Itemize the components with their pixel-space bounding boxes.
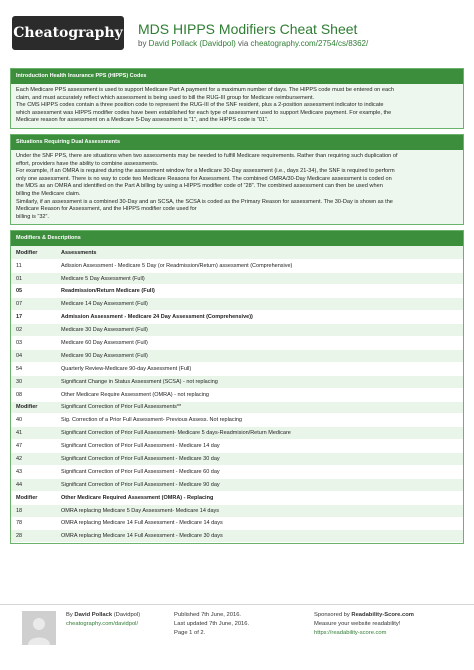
table-row bbox=[11, 337, 463, 350]
modifier-description: Medicare 90 Day Assessment (Full) bbox=[57, 349, 463, 362]
modifier-code: 07 bbox=[11, 298, 57, 311]
footer-author-handle: (Davidpol) bbox=[112, 612, 141, 618]
table-row bbox=[11, 298, 463, 311]
author-link[interactable]: David Pollack (Davidpol) bbox=[148, 39, 236, 48]
modifier-description: Medicare 30 Day Assessment (Full) bbox=[57, 324, 463, 337]
modifier-code: 11 bbox=[11, 259, 57, 272]
title-block bbox=[138, 22, 368, 48]
dual-line: Similarly, if an assessment is a combined 30-Day and an SCSA, the SCSA is coded as the Primary Reason for assessment. The 30-Day is shown as the bbox=[16, 198, 393, 205]
table-row bbox=[11, 324, 463, 337]
intro-body bbox=[11, 84, 463, 128]
modifier-code: 41 bbox=[11, 427, 57, 440]
dual-line: billing the Medicare claim. bbox=[16, 190, 81, 197]
modifier-code: 30 bbox=[11, 375, 57, 388]
sponsor-prefix: Sponsored by bbox=[314, 612, 352, 618]
page-footer bbox=[0, 604, 474, 670]
modifier-code: 78 bbox=[11, 517, 57, 530]
intro-section bbox=[10, 68, 464, 129]
table-row bbox=[11, 349, 463, 362]
modifier-code: 01 bbox=[11, 272, 57, 285]
published-date: Published 7th June, 2016. bbox=[174, 612, 242, 618]
footer-author bbox=[66, 611, 140, 629]
modifier-description: Significant Correction of Prior Full Assessment - Medicare 60 day bbox=[57, 465, 463, 478]
modifier-description: OMRA replacing Medicare 5 Day Assessment- Medicare 14 days bbox=[57, 504, 463, 517]
intro-line: Medicare reason for assessment on a Medicare 5-Day assessment is “1”, and the HIPPS code is “01”. bbox=[16, 117, 269, 124]
byline-prefix: by bbox=[138, 39, 149, 48]
modifiers-table bbox=[11, 246, 463, 543]
modifier-description: Significant Correction of Prior Full Assessment - Medicare 14 day bbox=[57, 440, 463, 453]
modifier-description: Significant Correction of Prior Full Assessment - Medicare 90 day bbox=[57, 478, 463, 491]
dual-line: only one assessment. There is no way to code two Medicare Reasons for Assessment. The combined OMRA/30-Day Medicare assessment is coded on bbox=[16, 175, 392, 182]
modifier-code: 40 bbox=[11, 414, 57, 427]
table-row bbox=[11, 414, 463, 427]
modifier-description: Admission Assessment - Medicare 24 Day Assessment (Comprehensive)) bbox=[57, 311, 463, 324]
table-row bbox=[11, 246, 463, 259]
modifier-description: Significant Correction of Prior Full Assessment - Medicare 30 day bbox=[57, 453, 463, 466]
sponsor-url[interactable]: https://readability-score.com bbox=[314, 630, 387, 636]
footer-author-name[interactable]: David Pollack bbox=[74, 612, 113, 618]
modifier-code: 43 bbox=[11, 465, 57, 478]
dual-line: Under the SNF PPS, there are situations when two assessments may be needed to fulfill Medicare requirements. Rather than requiring such duplication of bbox=[16, 152, 398, 159]
page-number: Page 1 of 2. bbox=[174, 630, 206, 636]
modifier-description: OMRA replacing Medicare 14 Full Assessment - Medicare 14 days bbox=[57, 517, 463, 530]
modifier-description: Significant Correction of Prior Full Assessments** bbox=[57, 401, 463, 414]
modifier-code: 04 bbox=[11, 349, 57, 362]
sheet-url-link[interactable]: cheatography.com/2754/cs/8362/ bbox=[250, 39, 369, 48]
modifier-description: Assessments bbox=[57, 246, 463, 259]
page-header bbox=[0, 0, 474, 52]
modifier-description: Medicare 14 Day Assessment (Full) bbox=[57, 298, 463, 311]
intro-line: which assessment was HIPPS modifier codes have been established for each type of assessment used to support Medicare payment. For example, the bbox=[16, 109, 392, 116]
modifier-description: Other Medicare Require Assessment (OMRA) - not replacing bbox=[57, 388, 463, 401]
dual-assessments-section bbox=[10, 134, 464, 225]
avatar bbox=[22, 611, 56, 645]
table-row bbox=[11, 311, 463, 324]
modifier-code: Modifier bbox=[11, 491, 57, 504]
modifier-description: Quarterly Review-Medicare 90-day Assessment (Full) bbox=[57, 362, 463, 375]
table-row bbox=[11, 504, 463, 517]
user-silhouette-icon bbox=[22, 611, 56, 645]
table-row bbox=[11, 362, 463, 375]
table-row bbox=[11, 517, 463, 530]
table-row bbox=[11, 427, 463, 440]
modifier-code: 28 bbox=[11, 530, 57, 543]
dual-heading: Situations Requiring Dual Assessments bbox=[11, 135, 463, 150]
cheatography-logo[interactable]: Cheatography bbox=[12, 16, 124, 50]
sponsor-line bbox=[314, 611, 414, 620]
table-row bbox=[11, 401, 463, 414]
modifiers-heading: Modifiers & Descriptions bbox=[11, 231, 463, 246]
dual-line: billing is “32”. bbox=[16, 213, 49, 220]
table-row bbox=[11, 440, 463, 453]
modifier-code: 47 bbox=[11, 440, 57, 453]
sponsor-name[interactable]: Readability-Score.com bbox=[351, 612, 414, 618]
modifier-code: 54 bbox=[11, 362, 57, 375]
modifier-description: Medicare 60 Day Assessment (Full) bbox=[57, 337, 463, 350]
modifier-description: Sig. Correction of a Prior Full Assessment- Previous Assess. Not replacing bbox=[57, 414, 463, 427]
modifier-description: Medicare 5 Day Assessment (Full) bbox=[57, 272, 463, 285]
dual-line: the MDS as an OMRA and identified on the Part A billing by using a HIPPS modifier code of “28”. The combined assessment can then be used when bbox=[16, 183, 383, 190]
modifier-code: 17 bbox=[11, 311, 57, 324]
table-row bbox=[11, 530, 463, 543]
page-title: MDS HIPPS Modifiers Cheat Sheet bbox=[138, 21, 358, 37]
footer-author-url[interactable]: cheatography.com/davidpol/ bbox=[66, 621, 139, 627]
table-row bbox=[11, 478, 463, 491]
intro-line: Each Medicare PPS assessment is used to support Medicare Part A payment for a maximum number of days. The HIPPS code must be entered on each bbox=[16, 87, 394, 93]
modifier-code: 42 bbox=[11, 453, 57, 466]
table-row bbox=[11, 465, 463, 478]
table-row bbox=[11, 453, 463, 466]
footer-sponsor bbox=[314, 611, 414, 638]
byline-via: via bbox=[235, 39, 251, 48]
dual-line: Medicare Reason for Assessment, and the HIPPS modifier code used for bbox=[16, 206, 197, 213]
intro-line: The CMS HIPPS codes contain a three position code to represent the RUG-III of the SNF resident, plus a 2-position assessment indicator to indicate bbox=[16, 102, 384, 109]
table-row bbox=[11, 388, 463, 401]
modifiers-section bbox=[10, 230, 464, 544]
dual-line: For example, if an OMRA is required during the assessment window for a Medicare 30-Day assessment (i.e., days 21-34), the SNF is required to perform bbox=[16, 168, 395, 175]
modifier-code: 44 bbox=[11, 478, 57, 491]
dual-body bbox=[11, 150, 463, 224]
intro-heading: Introduction Health Insurance PPS (HIPPS) Codes bbox=[11, 69, 463, 84]
modifier-description: OMRA replacing Medicare 14 Full Assessment - Medicare 30 days bbox=[57, 530, 463, 543]
modifier-code: 02 bbox=[11, 324, 57, 337]
modifier-code: 08 bbox=[11, 388, 57, 401]
modifier-description: Significant Correction of Prior Full Assessment- Medicare 5 days-Readmision/Return Medicare bbox=[57, 427, 463, 440]
table-row bbox=[11, 491, 463, 504]
modifier-description: Significant Change in Status Assessment (SCSA) - not replacing bbox=[57, 375, 463, 388]
sponsor-tagline: Measure your website readability! bbox=[314, 621, 401, 627]
modifier-code: 05 bbox=[11, 285, 57, 298]
modifier-description: Readmission/Return Medicare (Full) bbox=[57, 285, 463, 298]
footer-author-line bbox=[66, 611, 140, 620]
table-row bbox=[11, 259, 463, 272]
byline bbox=[138, 39, 368, 48]
table-row bbox=[11, 272, 463, 285]
table-row bbox=[11, 375, 463, 388]
footer-by-label: By bbox=[66, 612, 75, 618]
modifier-code: Modifier bbox=[11, 401, 57, 414]
modifier-code: 18 bbox=[11, 504, 57, 517]
updated-date: Last updated 7th June, 2016. bbox=[174, 621, 250, 627]
modifier-description: Adission Assessment - Medicare 5 Day (or Readmission/Return) assessment (Comprehensive) bbox=[57, 259, 463, 272]
modifier-code: Modifier bbox=[11, 246, 57, 259]
intro-line: claim, and must accurately reflect which assessment is being used to bill the RUG-III group for Medicare reimbursement. bbox=[16, 94, 315, 101]
modifier-code: 03 bbox=[11, 337, 57, 350]
modifier-description: Other Medicare Required Assessment (OMRA) - Replacing bbox=[57, 491, 463, 504]
dual-line: effort, providers have the ability to combine assessments. bbox=[16, 160, 159, 167]
table-row bbox=[11, 285, 463, 298]
footer-dates bbox=[174, 611, 249, 638]
